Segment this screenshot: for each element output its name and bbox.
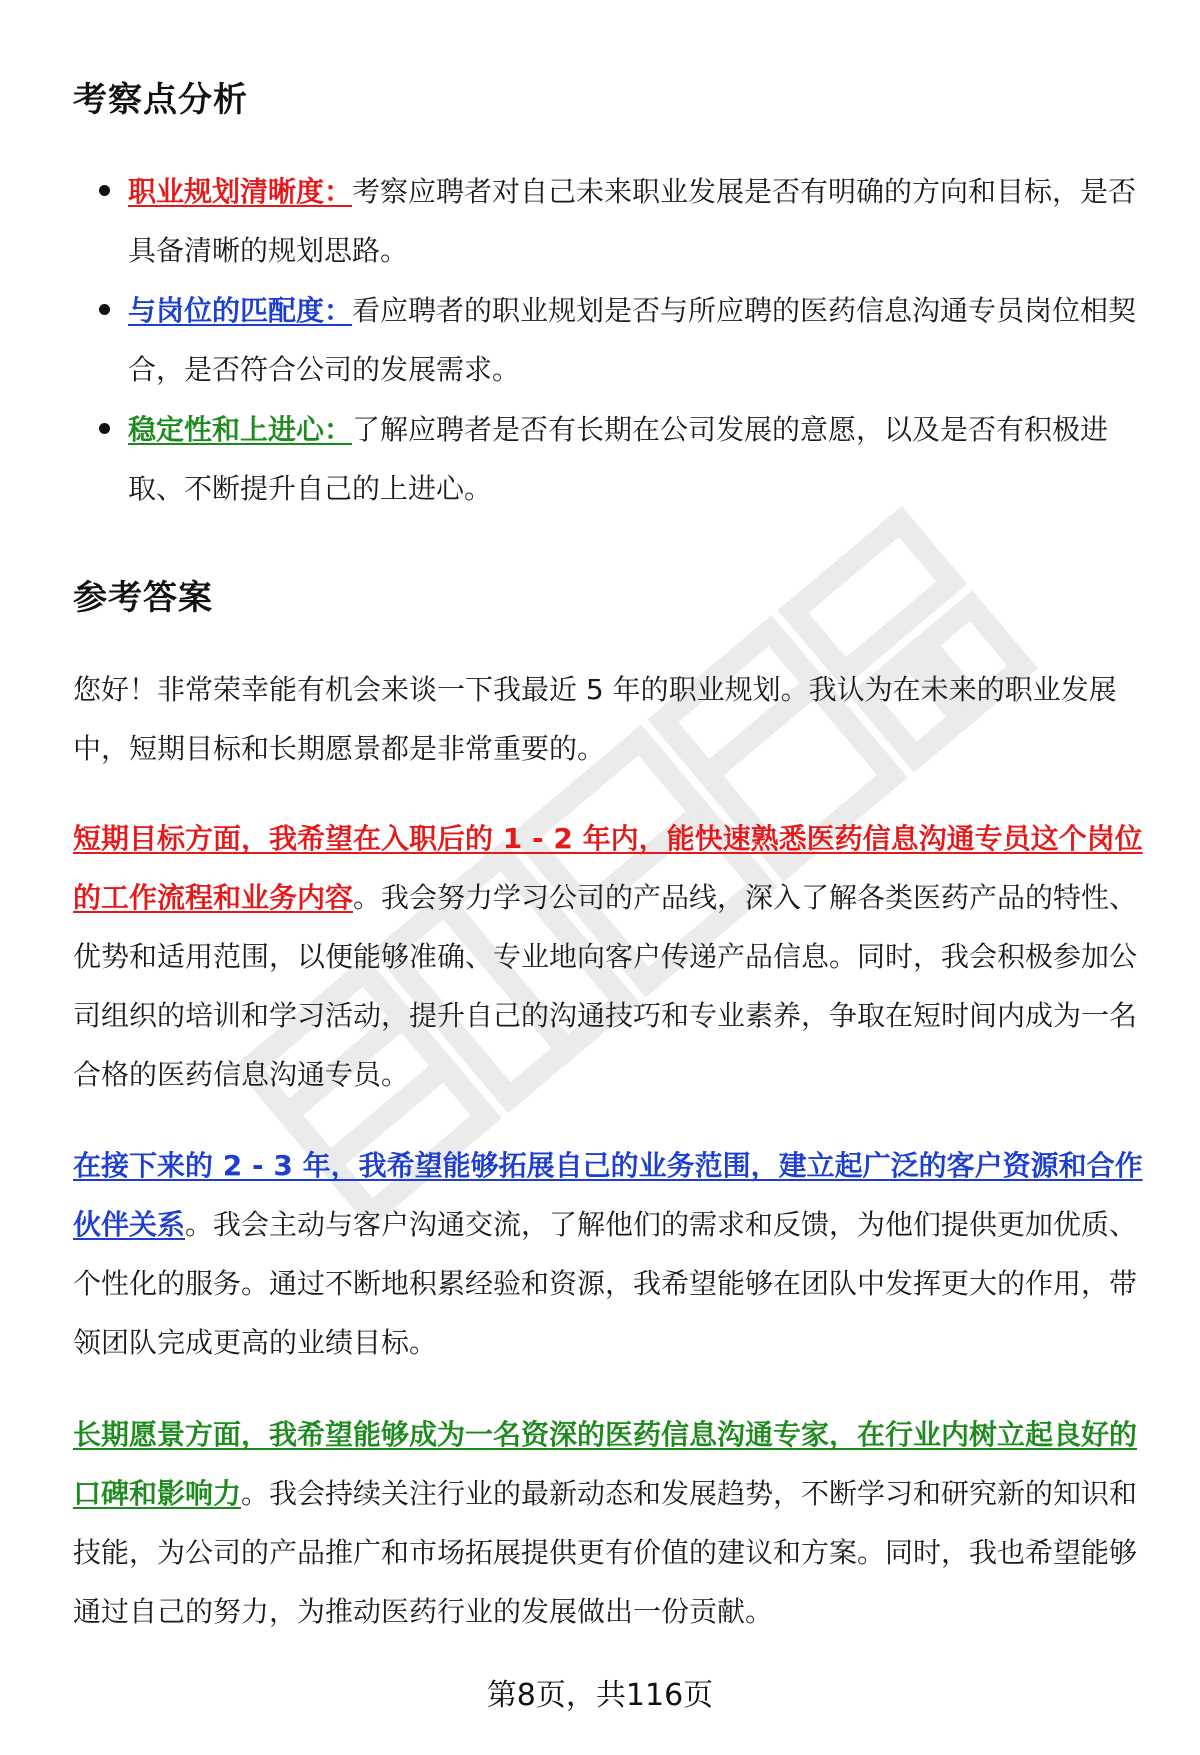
list-item bbox=[73, 400, 1148, 518]
long-term-text: 。我会持续关注行业的最新动态和发展趋势，不断学习和研究新的知识和技能，为公司的产品推广和市场拓展提供更有价值的建议和方案。同时，我也希望能够通过自己的努力，为推动医药行业的发展做出一份贡献。 bbox=[73, 1477, 1138, 1628]
page-number: 第8页，共116页 bbox=[486, 1678, 714, 1713]
point-text: 了解应聘者是否有长期在公司发展的意愿，以及是否有积极进取、不断提升自己的上进心。 bbox=[128, 413, 1109, 505]
point-text: 考察应聘者对自己未来职业发展是否有明确的方向和目标，是否具备清晰的规划思路。 bbox=[128, 175, 1137, 267]
section-title-answer: 参考答案 bbox=[73, 578, 213, 618]
section-title-analysis: 考察点分析 bbox=[73, 80, 248, 120]
point-label: 职业规划清晰度： bbox=[128, 175, 353, 208]
point-label: 与岗位的匹配度： bbox=[128, 294, 353, 327]
answer-intro bbox=[73, 660, 1148, 778]
bullet-icon bbox=[99, 185, 110, 196]
point-label: 稳定性和上进心： bbox=[128, 413, 353, 446]
mid-term-text: 。我会主动与客户沟通交流，了解他们的需求和反馈，为他们提供更加优质、个性化的服务。通过不断地积累经验和资源，我希望能够在团队中发挥更大的作用，带领团队完成更高的业绩目标。 bbox=[73, 1208, 1138, 1359]
answer-mid-term bbox=[73, 1136, 1148, 1372]
list-item bbox=[73, 162, 1148, 280]
intro-text: 您好！非常荣幸能有机会来谈一下我最近 5 年的职业规划。我认为在未来的职业发展中，短期目标和长期愿景都是非常重要的。 bbox=[73, 673, 1117, 765]
list-item bbox=[73, 281, 1148, 399]
point-text: 看应聘者的职业规划是否与所应聘的医药信息沟通专员岗位相契合，是否符合公司的发展需求。 bbox=[128, 294, 1137, 386]
bullet-icon bbox=[99, 423, 110, 434]
short-term-highlight: 短期目标方面，我希望在入职后的 1 - 2 年内，能快速熟悉医药信息沟通专员这个岗位的工作流程和业务内容 bbox=[73, 822, 1143, 914]
short-term-text: 。我会努力学习公司的产品线，深入了解各类医药产品的特性、优势和适用范围，以便能够准确、专业地向客户传递产品信息。同时，我会积极参加公司组织的培训和学习活动，提升自己的沟通技巧和专业素养，争取在短时间内成为一名合格的医药信息沟通专员。 bbox=[73, 881, 1138, 1091]
answer-short-term bbox=[73, 809, 1148, 1104]
long-term-highlight: 长期愿景方面，我希望能够成为一名资深的医药信息沟通专家，在行业内树立起良好的口碑和影响力 bbox=[73, 1418, 1138, 1510]
mid-term-highlight: 在接下来的 2 - 3 年，我希望能够拓展自己的业务范围，建立起广泛的客户资源和合作伙伴关系 bbox=[73, 1149, 1143, 1241]
bullet-icon bbox=[99, 304, 110, 315]
analysis-points-list bbox=[73, 162, 1148, 519]
answer-long-term bbox=[73, 1405, 1148, 1641]
